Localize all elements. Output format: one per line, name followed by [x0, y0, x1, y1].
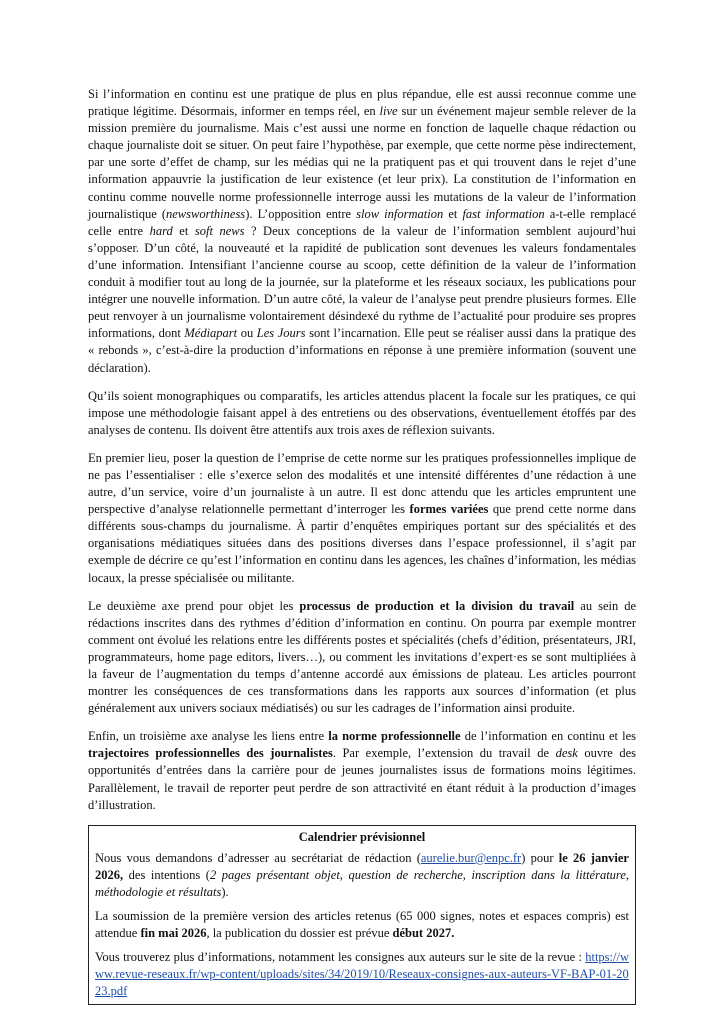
text-run: et [172, 223, 195, 238]
text-run: sont l’incarnation. Elle peut se réaliser aussi dans la pratique des « rebonds », c’est-à-dire la production d’informations en réponse à une première information (souvent une déclaration). [88, 326, 636, 375]
italic-run: live [379, 104, 398, 119]
italic-run: soft news [194, 223, 245, 238]
text-run: Vous trouverez plus d’informations, notamment les consignes aux auteurs sur le site de la revue : [95, 949, 586, 964]
text-run: a-t-elle remplacé celle entre [88, 206, 636, 238]
text-run: au sein de rédactions inscrites dans des rythmes d’édition d’information en continu. On pourra par exemple montrer comment ont évolué les relations entre les différents postes et spécialités (chefs d’édition, présentateurs, JRI, programmateurs, home page editors, livers…), ou comment les invitations d’expert·es se sont multipliées à la faveur de l’augmentation du temps d’antenne accordé aux émissions de plateau. Les articles pourront montrer les conséquences de ces transformations dans les rapports aux sources d’information (et plus généralement aux univers sociaux médiatisés) ou sur les cadrages de l’information ainsi produite. [88, 598, 637, 716]
text-run: . Par exemple, l’extension du travail de [332, 746, 556, 761]
italic-run: newsworthiness [166, 206, 246, 221]
text-run: ouvre des opportunités d’entrées dans la carrière pour de jeunes journalistes issus de formations moins légitimes. Parallèlement, le travail de reporter peut perdre de son attractivité en étant réduit à la production d’images d’illustration. [88, 746, 637, 812]
paragraph-intro [88, 86, 636, 377]
calendar-title: Calendrier prévisionnel [298, 829, 426, 844]
bold-run: début 2027. [392, 925, 455, 940]
bold-run: processus de production et la division du travail [299, 598, 575, 613]
bold-run: fin mai 2026 [140, 925, 207, 940]
text-run: Le deuxième axe prend pour objet les [88, 598, 300, 613]
italic-run: hard [149, 223, 173, 238]
paragraph-methodology: Qu’ils soient monographiques ou comparatifs, les articles attendus placent la focale sur les pratiques, ce qui impose une méthodologie faisant appel à des entretiens ou des observations, éventuellement étoffés par des analyses de contenu. Ils doivent être attentifs aux trois axes de réflexion suivants. [88, 388, 636, 437]
text-run: de l’information en continu et les [460, 729, 636, 744]
italic-run: 2 pages présentant objet, question de recherche, inscription dans la littérature, méthodologie et résultats [95, 867, 629, 899]
guidelines-link[interactable]: https://www.revue-reseaux.fr/wp-content/uploads/sites/34/2019/10/Reseaux-consignes-aux-auteurs-VF-BAP-01-2023.pdf [95, 949, 629, 998]
bold-run: le 26 janvier 2026, [95, 850, 629, 882]
bold-run: formes variées [409, 502, 489, 517]
text-run: Enfin, un troisième axe analyse les liens entre [88, 729, 329, 744]
text-run: ). L’opposition entre [245, 206, 357, 221]
text-run: , la publication du dossier est prévue [206, 925, 393, 940]
text-run: et [443, 206, 463, 221]
text-run: que prend cette norme dans différents sous-champs du journalisme. À partir d’enquêtes empiriques portant sur des spécialités et des organisations médiatiques situées dans des positions diverses dans l’espace professionnel, il s’agit par exemple de décrire ce qu’est l’information en continu dans les agences, les chaînes d’information, les médias locaux, la presse spécialisée ou militante. [88, 502, 636, 585]
calendar-intentions [95, 850, 629, 901]
calendar-more-info [95, 949, 629, 1000]
calendar-box [88, 825, 636, 1005]
italic-run: Les Jours [256, 326, 306, 341]
calendar-submission [95, 908, 629, 942]
bold-run: la norme professionnelle [328, 729, 461, 744]
text-run: Nous vous demandons d’adresser au secrétariat de rédaction ( [95, 850, 421, 865]
text-run: sur un événement majeur semble relever de la mission première du journalisme. Mais c’est aussi une norme en fonction de laquelle chaque rédaction ou chaque journaliste doit se situer. On peut faire l’hypothèse, par exemple, que cette norme pèse indirectement, par une sorte d’effet de champ, sur les médias qui ne la pratiquent pas et qui trouvent dans le rejet d’une information appauvrie la justification de leur existence (et leur prix). La constitution de l’information en continu comme nouvelle norme professionnelle interroge aussi les mutations de la valeur de l’information journalistique ( [88, 104, 636, 221]
text-run: ) pour [521, 850, 559, 865]
text-run: ? Deux conceptions de la valeur de l’information semblent aujourd’hui s’opposer. D’un côté, la nouveauté et la rapidité de publication sont devenues les valeurs fondamentales d’une information. Intensifiant l’ancienne course au scoop, cette définition de la valeur de l’information conduit à modifier tout au long de la journée, sur la plateforme et les réseaux sociaux, les publications pour intégrer une nouvelle information. D’un autre côté, la valeur de l’analyse peut prendre plusieurs formes. Elle peut renvoyer à un journalisme volontairement désindexé du rythme de l’actualité pour produire ses propres informations, dont [88, 223, 636, 341]
bold-run: trajectoires professionnelles des journalistes [88, 746, 333, 761]
text-run: des intentions ( [123, 867, 210, 882]
text-run: En premier lieu, poser la question de l’emprise de cette norme sur les pratiques professionnelles implique de ne pas l’essentialiser : elle s’exerce selon des modalités et une intensité différentes d’une rédaction à une autre, d’un service, voire d’un journaliste à un autre. Il est donc attendu que les articles empruntent une perspective d’analyse relationnelle permettant d’interroger les [88, 450, 636, 517]
italic-run: fast information [462, 206, 545, 221]
italic-run: desk [555, 746, 578, 761]
italic-run: Médiapart [184, 326, 238, 341]
document-body [88, 86, 636, 1005]
text-run: La soumission de la première version des articles retenus (65 000 signes, notes et espaces compris) est attendue [95, 908, 629, 940]
text-run: ou [237, 326, 257, 341]
paragraph-axis-two [88, 598, 636, 718]
paragraph-axis-one [88, 450, 636, 587]
text-run: ). [221, 884, 229, 899]
text-run: Si l’information en continu est une pratique de plus en plus répandue, elle est aussi reconnue comme une pratique légitime. Désormais, informer en temps réel, en [88, 87, 636, 119]
italic-run: slow information [356, 206, 444, 221]
email-link[interactable]: aurelie.bur@enpc.fr [420, 850, 522, 865]
paragraph-axis-three [88, 728, 636, 813]
